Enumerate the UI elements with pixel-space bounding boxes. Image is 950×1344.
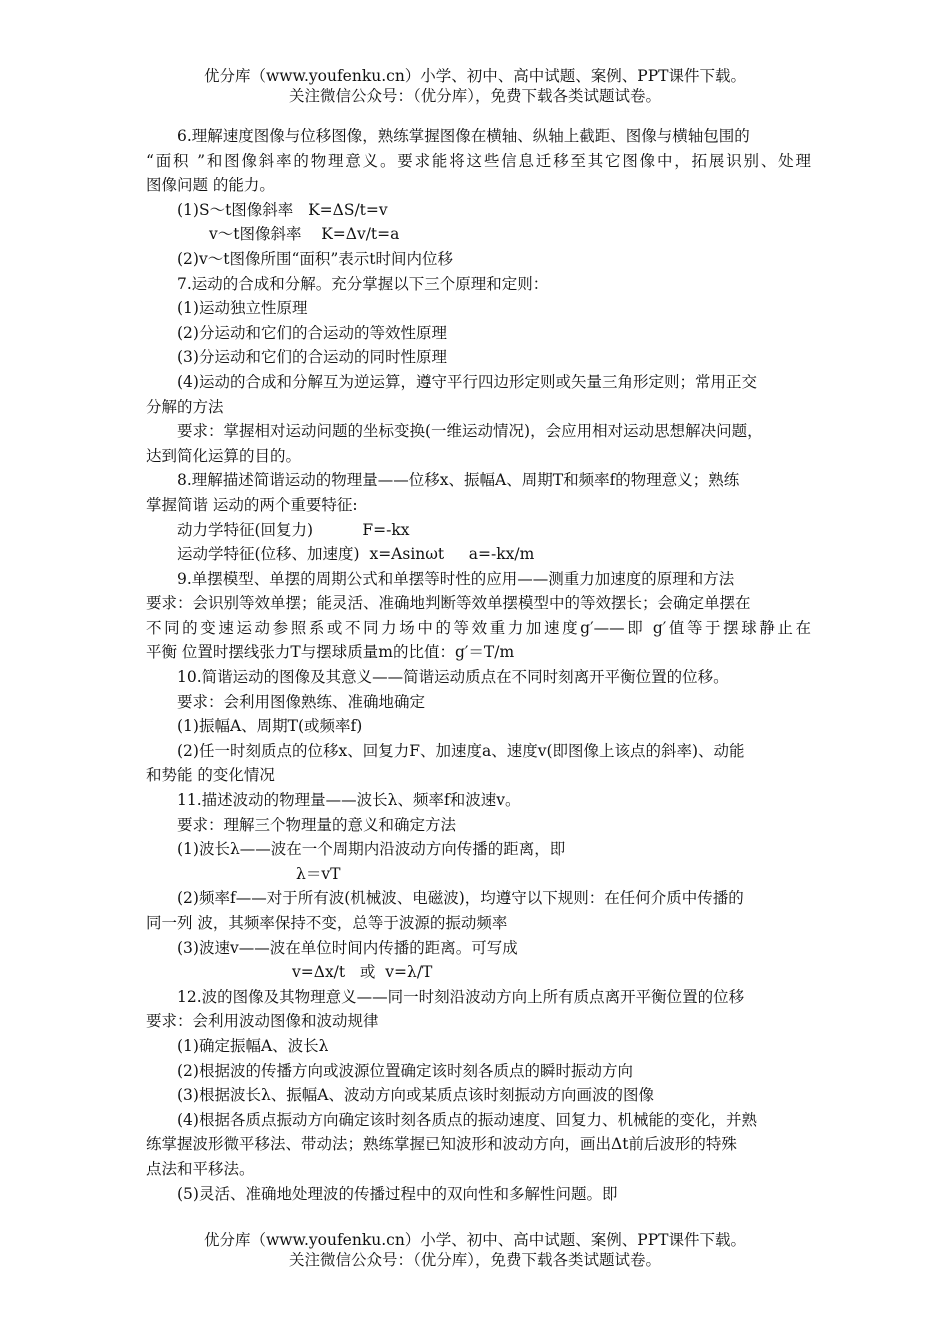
text-line: 12.波的图像及其物理意义——同一时刻沿波动方向上所有质点离开平衡位置的位移 bbox=[177, 987, 745, 1006]
text-line: (3)分运动和它们的合运动的同时性原理 bbox=[177, 348, 447, 367]
text-line: 不同的变速运动参照系或不同力场中的等效重力加速度g′——即 g′值等于摆球静止在 bbox=[146, 618, 811, 637]
text-line: λ＝vT bbox=[296, 864, 341, 883]
text-line: “面积 ”和图像斜率的物理意义。要求能将这些信息迁移至其它图像中，拓展识别、处理 bbox=[146, 151, 811, 170]
text-line: (4)根据各质点振动方向确定该时刻各质点的振动速度、回复力、机械能的变化，并熟 bbox=[177, 1110, 757, 1129]
text-line: 同一列 波，其频率保持不变，总等于波源的振动频率 bbox=[146, 914, 508, 932]
text-line: 分解的方法 bbox=[146, 397, 224, 416]
text-line: (1)振幅A、周期T(或频率f) bbox=[177, 717, 363, 736]
document-body bbox=[146, 124, 811, 1206]
text-line: 7.运动的合成和分解。充分掌握以下三个原理和定则： bbox=[177, 274, 549, 293]
text-line: 运动学特征(位移、加速度) x=Asinωt a=-kx/m bbox=[177, 545, 535, 564]
text-line: (1)运动独立性原理 bbox=[177, 299, 308, 318]
text-line: (2)v～t图像所围“面积”表示t时间内位移 bbox=[177, 249, 454, 268]
text-line: (1)确定振幅A、波长λ bbox=[177, 1036, 329, 1055]
text-line: 要求：掌握相对运动问题的坐标变换(一维运动情况)，会应用相对运动思想解决问题， bbox=[177, 422, 763, 441]
text-line: 8.理解描述简谐运动的物理量——位移x、振幅A、周期T和频率f的物理意义；熟练 bbox=[177, 471, 740, 490]
text-line: 要求：会识别等效单摆；能灵活、准确地判断等效单摆模型中的等效摆长；会确定单摆在 bbox=[146, 594, 751, 613]
text-line: 9.单摆模型、单摆的周期公式和单摆等时性的应用——测重力加速度的原理和方法 bbox=[177, 569, 735, 588]
text-line: (2)频率f——对于所有波(机械波、电磁波)，均遵守以下规则：在任何介质中传播的 bbox=[177, 889, 744, 908]
text-line: (1)波长λ——波在一个周期内沿波动方向传播的距离，即 bbox=[177, 840, 566, 859]
text-line: v=Δx/t 或 v=λ/T bbox=[292, 963, 433, 982]
text-line: (2)根据波的传播方向或波源位置确定该时刻各质点的瞬时振动方向 bbox=[177, 1061, 633, 1080]
text-line: (2)分运动和它们的合运动的等效性原理 bbox=[177, 323, 447, 342]
text-line: 要求：会利用图像熟练、准确地确定 bbox=[177, 692, 426, 711]
header-line-2: 关注微信公众号：（优分库），免费下载各类试题试卷。 bbox=[288, 87, 661, 105]
text-line: 掌握简谐 运动的两个重要特征: bbox=[146, 495, 358, 514]
text-line: (3)根据波长λ、振幅A、波动方向或某质点该时刻振动方向画波的图像 bbox=[177, 1086, 654, 1105]
text-line: 平衡 位置时摆线张力T与摆球质量m的比值：g′＝T/m bbox=[146, 643, 515, 662]
text-line: (4)运动的合成和分解互为逆运算，遵守平行四边形定则或矢量三角形定则；常用正交 bbox=[177, 372, 757, 391]
text-line: 10.简谐运动的图像及其意义——简谐运动质点在不同时刻离开平衡位置的位移。 bbox=[177, 668, 729, 687]
text-line: 达到简化运算的目的。 bbox=[146, 446, 302, 465]
page-footer bbox=[0, 1230, 950, 1270]
text-line: 点法和平移法。 bbox=[146, 1159, 255, 1178]
text-line: 要求：理解三个物理量的意义和确定方法 bbox=[177, 815, 457, 834]
page-header bbox=[0, 66, 950, 106]
text-line: (5)灵活、准确地处理波的传播过程中的双向性和多解性问题。即 bbox=[177, 1184, 618, 1203]
text-line: 图像问题 的能力。 bbox=[146, 176, 275, 195]
text-line: 练掌握波形微平移法、带动法；熟练掌握已知波形和波动方向，画出Δt前后波形的特殊 bbox=[146, 1135, 737, 1154]
header-line-1: 优分库（www.youfenku.cn）小学、初中、高中试题、案例、PPT课件下载。 bbox=[203, 67, 747, 85]
text-line: 要求：会利用波动图像和波动规律 bbox=[146, 1012, 379, 1031]
footer-line-2: 关注微信公众号：（优分库），免费下载各类试题试卷。 bbox=[288, 1251, 661, 1269]
text-line: (3)波速v——波在单位时间内传播的距离。可写成 bbox=[177, 938, 518, 957]
text-line: 动力学特征(回复力) F=-kx bbox=[177, 520, 410, 539]
text-line: 和势能 的变化情况 bbox=[146, 766, 275, 785]
text-line: 11.描述波动的物理量——波长λ、频率f和波速v。 bbox=[177, 791, 521, 810]
text-line: 6.理解速度图像与位移图像，熟练掌握图像在横轴、纵轴上截距、图像与横轴包围的 bbox=[177, 127, 750, 145]
text-line: (2)任一时刻质点的位移x、回复力F、加速度a、速度v(即图像上该点的斜率)、动能 bbox=[177, 741, 745, 760]
text-line: v～t图像斜率 K=Δv/t=a bbox=[209, 225, 400, 244]
footer-line-1: 优分库（www.youfenku.cn）小学、初中、高中试题、案例、PPT课件下载。 bbox=[203, 1231, 747, 1249]
text-line: (1)S～t图像斜率 K=ΔS/t=v bbox=[177, 200, 388, 219]
